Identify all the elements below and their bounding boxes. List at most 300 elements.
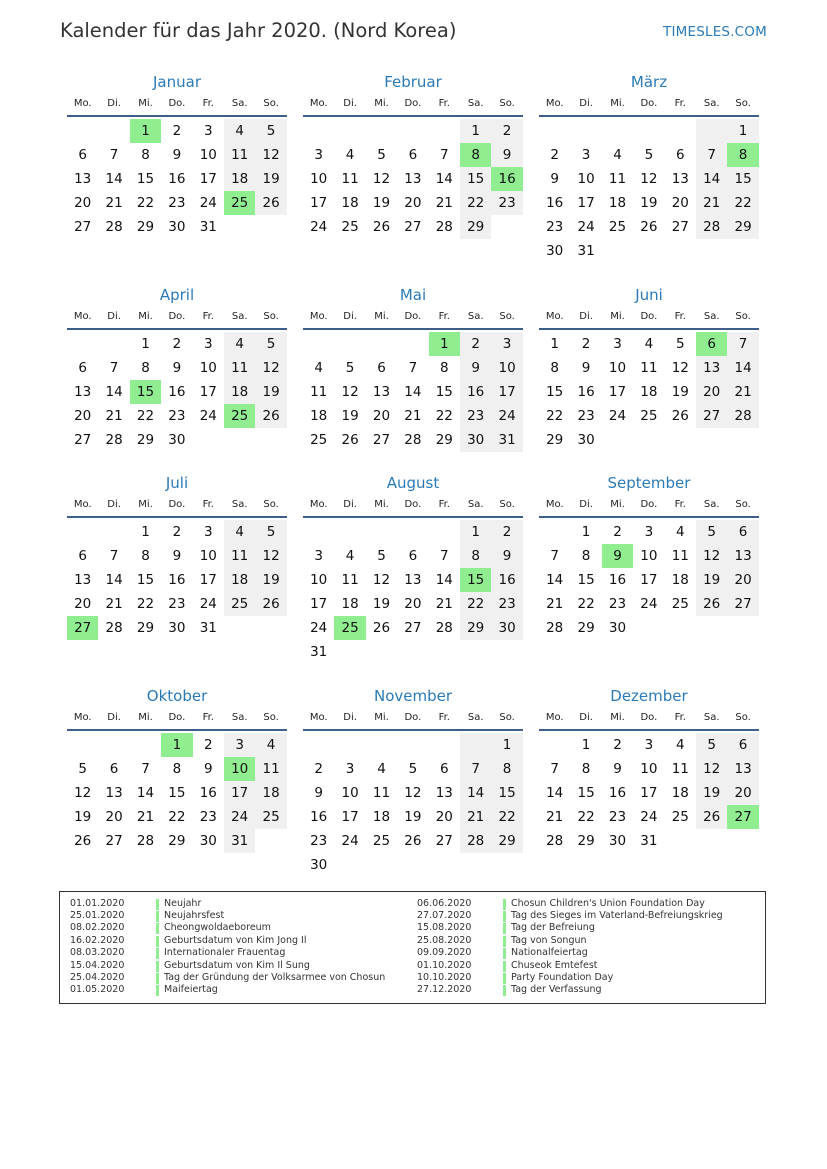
day-cell: 17 [491, 380, 522, 404]
day-cell: 15 [577, 572, 595, 588]
day-cell: 17 [341, 809, 359, 825]
day-cell: 23 [491, 592, 522, 616]
weekday-header: Di. [343, 311, 357, 322]
holiday-day-cell: 16 [491, 167, 522, 191]
day-cell: 18 [608, 195, 627, 211]
weekday-header: Fr. [202, 499, 214, 510]
day-cell: 10 [199, 360, 217, 376]
day-cell: 27 [671, 219, 689, 235]
holiday-entry [70, 935, 400, 947]
month-header-rule [67, 729, 287, 731]
holiday-entry [417, 898, 747, 910]
day-cell: 2 [314, 761, 323, 777]
day-cell: 22 [136, 596, 155, 612]
holiday-marker [156, 923, 159, 934]
weekday-header: Mo. [73, 98, 92, 109]
day-cell: 26 [74, 833, 92, 849]
day-cell: 27 [372, 432, 391, 448]
weekday-header: Mi. [138, 98, 153, 109]
month-name: Oktober [146, 687, 208, 705]
day-cell: 8 [172, 761, 182, 777]
day-cell: 31 [640, 833, 658, 849]
holiday-date: 16.02.2020 [70, 934, 125, 946]
day-cell: 14 [696, 167, 727, 191]
day-cell: 3 [644, 524, 654, 540]
page-title: Kalender für das Jahr 2020. (Nord Korea) [60, 19, 457, 42]
day-cell: 24 [310, 219, 328, 235]
weekday-header: Do. [168, 499, 186, 510]
day-cell: 11 [341, 572, 359, 588]
day-cell: 19 [696, 568, 727, 592]
day-cell: 2 [491, 520, 522, 544]
weekday-header: Mi. [610, 98, 625, 109]
day-cell: 7 [109, 147, 119, 163]
day-cell: 22 [546, 408, 564, 424]
day-cell: 11 [671, 761, 689, 777]
day-cell: 4 [345, 147, 355, 163]
weekday-header: Di. [107, 499, 121, 510]
day-cell: 27 [404, 219, 422, 235]
day-cell: 15 [727, 167, 758, 191]
day-cell: 27 [435, 833, 453, 849]
day-cell: 27 [105, 833, 123, 849]
day-cell: 16 [310, 809, 328, 825]
day-cell: 6 [408, 548, 418, 564]
day-cell: 31 [577, 243, 595, 259]
day-cell: 11 [608, 171, 627, 187]
day-cell: 23 [168, 596, 186, 612]
holiday-day-cell: 25 [334, 616, 365, 640]
day-cell: 30 [199, 833, 217, 849]
day-cell: 11 [310, 384, 328, 400]
day-cell: 24 [224, 805, 255, 829]
day-cell: 20 [727, 781, 758, 805]
day-cell: 23 [546, 219, 564, 235]
weekday-header: Di. [579, 712, 593, 723]
day-cell: 31 [310, 644, 328, 660]
day-cell: 17 [199, 384, 217, 400]
weekday-header: Fr. [438, 499, 450, 510]
weekday-header: Di. [107, 98, 121, 109]
day-cell: 27 [404, 620, 422, 636]
day-cell: 30 [491, 616, 522, 640]
holiday-date: 15.08.2020 [417, 922, 472, 934]
weekday-header: Do. [168, 311, 186, 322]
month-header-rule [539, 328, 759, 330]
day-cell: 12 [74, 785, 92, 801]
weekday-header: Sa. [467, 98, 484, 109]
day-cell: 8 [141, 360, 150, 376]
day-cell: 10 [640, 761, 658, 777]
day-cell: 8 [439, 360, 449, 376]
day-cell: 2 [172, 336, 182, 352]
day-cell: 28 [136, 833, 155, 849]
weekday-header: Sa. [467, 712, 484, 723]
holiday-name: Tag von Songun [511, 934, 587, 946]
day-cell: 4 [377, 761, 386, 777]
day-cell: 19 [255, 380, 286, 404]
day-cell: 7 [460, 757, 491, 781]
weekday-header: Mi. [374, 98, 389, 109]
day-cell: 5 [345, 360, 355, 376]
day-cell: 5 [696, 520, 727, 544]
day-cell: 20 [74, 596, 92, 612]
day-cell: 12 [372, 572, 391, 588]
day-cell: 19 [640, 195, 658, 211]
day-cell: 9 [314, 785, 323, 801]
day-cell: 26 [372, 219, 391, 235]
holiday-name: Tag der Gründung der Volksarmee von Chosun [164, 971, 386, 983]
day-cell: 28 [105, 219, 123, 235]
holiday-day-cell: 9 [602, 544, 633, 568]
day-cell: 15 [460, 167, 491, 191]
day-cell: 9 [172, 360, 182, 376]
month-name: Juni [635, 286, 663, 304]
day-cell: 25 [310, 432, 328, 448]
weekday-header: Mo. [309, 98, 328, 109]
day-cell: 3 [203, 524, 213, 540]
day-cell: 18 [224, 167, 255, 191]
day-cell: 22 [136, 408, 155, 424]
day-cell: 28 [435, 219, 453, 235]
day-cell: 13 [105, 785, 123, 801]
day-cell: 10 [199, 548, 217, 564]
holiday-name: Tag der Verfassung [511, 984, 602, 996]
holiday-entry [70, 910, 400, 922]
day-cell: 16 [460, 380, 491, 404]
holiday-entry [70, 984, 400, 996]
day-cell: 1 [491, 733, 522, 757]
holiday-entry [70, 972, 400, 984]
month-name: Februar [384, 73, 442, 91]
day-cell: 24 [640, 596, 658, 612]
holiday-day-cell: 27 [67, 616, 98, 640]
day-cell: 29 [727, 215, 758, 239]
month-header-rule [539, 729, 759, 731]
day-cell: 7 [141, 761, 150, 777]
day-cell: 19 [255, 167, 286, 191]
day-cell: 3 [203, 336, 213, 352]
day-cell: 4 [224, 520, 255, 544]
day-cell: 8 [581, 761, 591, 777]
day-cell: 6 [727, 520, 758, 544]
site-logo-link[interactable]: TIMESLES.COM [663, 24, 767, 40]
day-cell: 16 [199, 785, 217, 801]
day-cell: 21 [435, 596, 453, 612]
day-cell: 24 [199, 408, 217, 424]
day-cell: 3 [314, 548, 323, 564]
weekday-header: Di. [343, 499, 357, 510]
weekday-header: Do. [640, 712, 658, 723]
day-cell: 9 [550, 171, 559, 187]
day-cell: 7 [550, 548, 559, 564]
day-cell: 5 [408, 761, 418, 777]
day-cell: 29 [460, 616, 491, 640]
holiday-day-cell: 1 [161, 733, 192, 757]
day-cell: 4 [675, 524, 685, 540]
day-cell: 19 [341, 408, 359, 424]
weekday-header: Sa. [703, 499, 720, 510]
holiday-date: 25.01.2020 [70, 909, 125, 921]
month-name: Dezember [610, 687, 688, 705]
holiday-date: 25.08.2020 [417, 934, 472, 946]
holiday-name: Internationaler Frauentag [164, 947, 286, 959]
day-cell: 12 [404, 785, 422, 801]
day-cell: 29 [136, 620, 155, 636]
holiday-day-cell: 25 [224, 191, 255, 215]
day-cell: 13 [696, 356, 727, 380]
day-cell: 23 [168, 408, 186, 424]
month-header-rule [67, 516, 287, 518]
day-cell: 28 [105, 620, 123, 636]
day-cell: 30 [577, 432, 595, 448]
day-cell: 3 [224, 733, 255, 757]
day-cell: 5 [255, 332, 286, 356]
day-cell: 14 [404, 384, 422, 400]
day-cell: 24 [310, 620, 328, 636]
month-header-rule [67, 328, 287, 330]
day-cell: 18 [224, 568, 255, 592]
day-cell: 7 [439, 147, 449, 163]
month-name: September [607, 474, 691, 492]
holiday-marker [503, 961, 506, 972]
day-cell: 28 [105, 432, 123, 448]
day-cell: 20 [727, 568, 758, 592]
holiday-entry [417, 984, 747, 996]
day-cell: 23 [577, 408, 595, 424]
day-cell: 9 [613, 761, 622, 777]
month-header-rule [303, 115, 523, 117]
day-cell: 28 [546, 833, 564, 849]
day-cell: 13 [74, 384, 92, 400]
day-cell: 2 [613, 524, 622, 540]
day-cell: 5 [696, 733, 727, 757]
day-cell: 16 [608, 785, 627, 801]
weekday-header: Sa. [703, 98, 720, 109]
month-name: November [373, 687, 453, 705]
day-cell: 2 [613, 737, 622, 753]
day-cell: 16 [546, 195, 564, 211]
day-cell: 1 [550, 336, 559, 352]
day-cell: 20 [74, 195, 92, 211]
weekday-header: Do. [404, 311, 422, 322]
day-cell: 29 [435, 432, 453, 448]
day-cell: 12 [640, 171, 658, 187]
day-cell: 22 [491, 805, 522, 829]
holiday-name: Neujahr [164, 897, 202, 909]
day-cell: 12 [255, 143, 286, 167]
month-name: April [159, 286, 195, 304]
day-cell: 6 [377, 360, 386, 376]
day-cell: 29 [460, 215, 491, 239]
day-cell: 13 [404, 171, 422, 187]
holiday-marker [156, 961, 159, 972]
day-cell: 21 [404, 408, 422, 424]
month-header-rule [303, 328, 523, 330]
holiday-day-cell: 6 [696, 332, 727, 356]
holiday-marker [156, 948, 159, 959]
day-cell: 17 [640, 785, 658, 801]
day-cell: 4 [224, 332, 255, 356]
holiday-marker [503, 948, 506, 959]
weekday-header: Mo. [309, 712, 328, 723]
holiday-name: Chosun Children's Union Foundation Day [511, 897, 705, 909]
day-cell: 20 [74, 408, 92, 424]
day-cell: 25 [608, 219, 627, 235]
day-cell: 14 [435, 171, 453, 187]
day-cell: 8 [581, 548, 591, 564]
holiday-date: 01.01.2020 [70, 897, 125, 909]
day-cell: 20 [435, 809, 453, 825]
day-cell: 26 [404, 833, 422, 849]
holiday-entry [417, 935, 747, 947]
day-cell: 1 [460, 119, 491, 143]
holiday-marker [156, 899, 159, 910]
day-cell: 21 [136, 809, 155, 825]
holiday-name: Geburtsdatum von Kim Jong Il [164, 934, 307, 946]
day-cell: 26 [372, 620, 391, 636]
weekday-header: So. [263, 499, 279, 510]
day-cell: 30 [608, 620, 627, 636]
month-header-rule [303, 729, 523, 731]
day-cell: 30 [460, 428, 491, 452]
weekday-header: Sa. [231, 98, 248, 109]
weekday-header: Mo. [545, 98, 564, 109]
day-cell: 9 [172, 548, 182, 564]
day-cell: 14 [546, 785, 564, 801]
day-cell: 28 [727, 404, 758, 428]
weekday-header: Fr. [438, 98, 450, 109]
day-cell: 11 [341, 171, 359, 187]
holiday-entry [70, 922, 400, 934]
day-cell: 18 [224, 380, 255, 404]
day-cell: 29 [168, 833, 186, 849]
day-cell: 31 [491, 428, 522, 452]
day-cell: 24 [640, 809, 658, 825]
weekday-header: Fr. [438, 311, 450, 322]
day-cell: 10 [608, 360, 627, 376]
day-cell: 9 [491, 544, 522, 568]
day-cell: 12 [255, 356, 286, 380]
day-cell: 29 [136, 219, 155, 235]
day-cell: 23 [199, 809, 217, 825]
holiday-marker [156, 973, 159, 984]
day-cell: 24 [341, 833, 359, 849]
day-cell: 13 [74, 572, 92, 588]
day-cell: 4 [345, 548, 355, 564]
weekday-header: Mi. [610, 499, 625, 510]
weekday-header: Fr. [202, 311, 214, 322]
day-cell: 15 [546, 384, 564, 400]
holiday-day-cell: 8 [460, 143, 491, 167]
day-cell: 10 [577, 171, 595, 187]
day-cell: 5 [377, 548, 386, 564]
weekday-header: Fr. [674, 712, 686, 723]
day-cell: 31 [224, 829, 255, 853]
day-cell: 25 [341, 219, 359, 235]
day-cell: 9 [460, 356, 491, 380]
day-cell: 25 [671, 809, 689, 825]
day-cell: 14 [105, 171, 123, 187]
day-cell: 6 [675, 147, 685, 163]
day-cell: 5 [78, 761, 87, 777]
day-cell: 15 [577, 785, 595, 801]
day-cell: 6 [78, 147, 87, 163]
weekday-header: Fr. [674, 98, 686, 109]
day-cell: 3 [345, 761, 355, 777]
month-name: Januar [153, 73, 201, 91]
day-cell: 2 [550, 147, 559, 163]
day-cell: 21 [460, 805, 491, 829]
day-cell: 28 [546, 620, 564, 636]
day-cell: 14 [727, 356, 758, 380]
day-cell: 14 [136, 785, 155, 801]
day-cell: 17 [577, 195, 595, 211]
weekday-header: Mo. [545, 311, 564, 322]
holiday-name: Nationalfeiertag [511, 947, 588, 959]
holiday-date: 10.10.2020 [417, 971, 472, 983]
holiday-day-cell: 25 [224, 404, 255, 428]
day-cell: 3 [613, 336, 622, 352]
holiday-marker [156, 936, 159, 947]
day-cell: 15 [435, 384, 453, 400]
day-cell: 8 [550, 360, 559, 376]
day-cell: 14 [105, 384, 123, 400]
weekday-header: Do. [168, 712, 186, 723]
day-cell: 11 [372, 785, 391, 801]
day-cell: 10 [310, 572, 328, 588]
day-cell: 12 [671, 360, 689, 376]
weekday-header: Mi. [138, 311, 153, 322]
day-cell: 7 [550, 761, 559, 777]
holiday-entry [417, 922, 747, 934]
day-cell: 21 [546, 809, 564, 825]
day-cell: 5 [377, 147, 386, 163]
holiday-name: Maifeiertag [164, 984, 218, 996]
day-cell: 23 [608, 809, 627, 825]
day-cell: 4 [255, 733, 286, 757]
holiday-marker [503, 936, 506, 947]
day-cell: 28 [460, 829, 491, 853]
day-cell: 11 [640, 360, 658, 376]
day-cell: 30 [168, 432, 186, 448]
weekday-header: Fr. [202, 712, 214, 723]
day-cell: 11 [224, 544, 255, 568]
weekday-header: So. [499, 712, 515, 723]
day-cell: 5 [675, 336, 685, 352]
holiday-marker [156, 985, 159, 996]
day-cell: 26 [671, 408, 689, 424]
weekday-header: Sa. [703, 311, 720, 322]
day-cell: 2 [172, 123, 182, 139]
day-cell: 12 [341, 384, 359, 400]
holiday-date: 09.09.2020 [417, 947, 472, 959]
weekend-empty-cell [696, 119, 727, 143]
day-cell: 28 [435, 620, 453, 636]
month-name: Juli [165, 474, 189, 492]
holiday-date: 08.03.2020 [70, 947, 125, 959]
day-cell: 9 [172, 147, 182, 163]
weekday-header: So. [263, 98, 279, 109]
day-cell: 24 [608, 408, 627, 424]
day-cell: 18 [255, 781, 286, 805]
day-cell: 15 [168, 785, 186, 801]
weekday-header: Sa. [467, 311, 484, 322]
weekday-header: Fr. [674, 311, 686, 322]
holiday-marker [503, 985, 506, 996]
weekday-header: Fr. [674, 499, 686, 510]
day-cell: 14 [546, 572, 564, 588]
